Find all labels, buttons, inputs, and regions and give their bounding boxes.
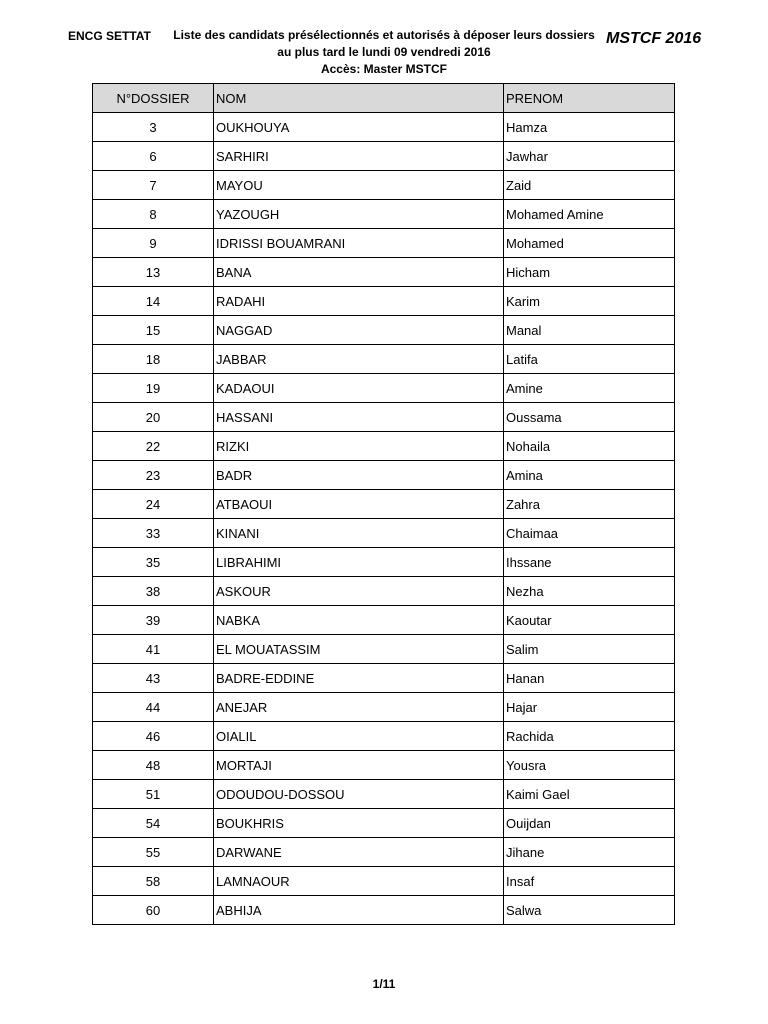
cell-nom: RIZKI xyxy=(214,432,504,461)
column-header-nom: NOM xyxy=(214,84,504,113)
cell-prenom: Kaoutar xyxy=(504,606,675,635)
cell-prenom: Oussama xyxy=(504,403,675,432)
cell-nom: BADRE-EDDINE xyxy=(214,664,504,693)
title-line-3: Accès: Master MSTCF xyxy=(320,62,448,76)
cell-nom: JABBAR xyxy=(214,345,504,374)
cell-prenom: Zaid xyxy=(504,171,675,200)
table-row xyxy=(93,403,675,432)
cell-dossier: 7 xyxy=(93,171,214,200)
table-row xyxy=(93,200,675,229)
cell-prenom: Jawhar xyxy=(504,142,675,171)
table-row xyxy=(93,519,675,548)
cell-prenom: Insaf xyxy=(504,867,675,896)
cell-dossier: 24 xyxy=(93,490,214,519)
cell-prenom: Hamza xyxy=(504,113,675,142)
cell-nom: BOUKHRIS xyxy=(214,809,504,838)
cell-prenom: Salim xyxy=(504,635,675,664)
cell-dossier: 46 xyxy=(93,722,214,751)
cell-prenom: Nezha xyxy=(504,577,675,606)
cell-prenom: Yousra xyxy=(504,751,675,780)
cell-prenom: Nohaila xyxy=(504,432,675,461)
cell-nom: OIALIL xyxy=(214,722,504,751)
cell-nom: NAGGAD xyxy=(214,316,504,345)
cell-dossier: 18 xyxy=(93,345,214,374)
cell-dossier: 8 xyxy=(93,200,214,229)
cell-dossier: 60 xyxy=(93,896,214,925)
cell-dossier: 41 xyxy=(93,635,214,664)
table-row xyxy=(93,838,675,867)
candidates-table xyxy=(92,83,675,925)
cell-dossier: 15 xyxy=(93,316,214,345)
cell-dossier: 20 xyxy=(93,403,214,432)
cell-nom: EL MOUATASSIM xyxy=(214,635,504,664)
cell-prenom: Latifa xyxy=(504,345,675,374)
cell-prenom: Ihssane xyxy=(504,548,675,577)
program-badge: MSTCF 2016 xyxy=(606,30,702,47)
table-row xyxy=(93,722,675,751)
cell-nom: BADR xyxy=(214,461,504,490)
table-row xyxy=(93,635,675,664)
table-row xyxy=(93,345,675,374)
page-number: 1/11 xyxy=(372,977,396,991)
table-row xyxy=(93,896,675,925)
cell-prenom: Amina xyxy=(504,461,675,490)
cell-nom: KINANI xyxy=(214,519,504,548)
cell-dossier: 23 xyxy=(93,461,214,490)
cell-nom: YAZOUGH xyxy=(214,200,504,229)
cell-nom: RADAHI xyxy=(214,287,504,316)
cell-nom: HASSANI xyxy=(214,403,504,432)
cell-dossier: 14 xyxy=(93,287,214,316)
cell-dossier: 22 xyxy=(93,432,214,461)
document-title xyxy=(164,27,604,78)
table-row xyxy=(93,548,675,577)
cell-prenom: Salwa xyxy=(504,896,675,925)
cell-dossier: 33 xyxy=(93,519,214,548)
cell-nom: ODOUDOU-DOSSOU xyxy=(214,780,504,809)
table-row xyxy=(93,113,675,142)
table-row xyxy=(93,142,675,171)
school-name: ENCG SETTAT xyxy=(68,29,151,43)
cell-prenom: Hajar xyxy=(504,693,675,722)
cell-prenom: Kaimi Gael xyxy=(504,780,675,809)
table-row xyxy=(93,287,675,316)
cell-prenom: Hanan xyxy=(504,664,675,693)
cell-dossier: 38 xyxy=(93,577,214,606)
cell-nom: SARHIRI xyxy=(214,142,504,171)
table-row xyxy=(93,606,675,635)
cell-prenom: Rachida xyxy=(504,722,675,751)
cell-prenom: Mohamed xyxy=(504,229,675,258)
cell-nom: ASKOUR xyxy=(214,577,504,606)
cell-dossier: 39 xyxy=(93,606,214,635)
table-row xyxy=(93,577,675,606)
cell-dossier: 48 xyxy=(93,751,214,780)
cell-prenom: Hicham xyxy=(504,258,675,287)
column-header-dossier: N°DOSSIER xyxy=(93,84,214,113)
table-row xyxy=(93,374,675,403)
cell-nom: LAMNAOUR xyxy=(214,867,504,896)
cell-prenom: Karim xyxy=(504,287,675,316)
cell-dossier: 9 xyxy=(93,229,214,258)
cell-dossier: 54 xyxy=(93,809,214,838)
cell-nom: KADAOUI xyxy=(214,374,504,403)
title-line-2: au plus tard le lundi 09 vendredi 2016 xyxy=(277,45,491,59)
column-header-prenom: PRENOM xyxy=(504,84,675,113)
cell-dossier: 44 xyxy=(93,693,214,722)
cell-dossier: 43 xyxy=(93,664,214,693)
table-row xyxy=(93,461,675,490)
cell-nom: DARWANE xyxy=(214,838,504,867)
cell-dossier: 13 xyxy=(93,258,214,287)
table-row xyxy=(93,664,675,693)
cell-nom: BANA xyxy=(214,258,504,287)
table-row xyxy=(93,809,675,838)
table-body xyxy=(93,113,675,925)
cell-nom: LIBRAHIMI xyxy=(214,548,504,577)
cell-dossier: 3 xyxy=(93,113,214,142)
cell-dossier: 35 xyxy=(93,548,214,577)
cell-nom: ANEJAR xyxy=(214,693,504,722)
table-row xyxy=(93,693,675,722)
table-row xyxy=(93,258,675,287)
cell-dossier: 51 xyxy=(93,780,214,809)
cell-prenom: Jihane xyxy=(504,838,675,867)
table-row xyxy=(93,490,675,519)
table-row xyxy=(93,316,675,345)
title-line-1: Liste des candidats présélectionnés et autorisés à déposer leurs dossiers xyxy=(173,28,595,42)
cell-nom: MAYOU xyxy=(214,171,504,200)
cell-dossier: 19 xyxy=(93,374,214,403)
cell-nom: MORTAJI xyxy=(214,751,504,780)
cell-prenom: Amine xyxy=(504,374,675,403)
cell-prenom: Chaimaa xyxy=(504,519,675,548)
cell-prenom: Ouijdan xyxy=(504,809,675,838)
table-row xyxy=(93,751,675,780)
table-row xyxy=(93,432,675,461)
cell-nom: IDRISSI BOUAMRANI xyxy=(214,229,504,258)
table-row xyxy=(93,867,675,896)
table-row xyxy=(93,229,675,258)
cell-nom: OUKHOUYA xyxy=(214,113,504,142)
cell-dossier: 58 xyxy=(93,867,214,896)
cell-prenom: Zahra xyxy=(504,490,675,519)
table-row xyxy=(93,780,675,809)
table-row xyxy=(93,171,675,200)
cell-dossier: 6 xyxy=(93,142,214,171)
cell-nom: ATBAOUI xyxy=(214,490,504,519)
cell-prenom: Manal xyxy=(504,316,675,345)
cell-nom: NABKA xyxy=(214,606,504,635)
cell-prenom: Mohamed Amine xyxy=(504,200,675,229)
table-header-row xyxy=(93,84,675,113)
cell-nom: ABHIJA xyxy=(214,896,504,925)
cell-dossier: 55 xyxy=(93,838,214,867)
